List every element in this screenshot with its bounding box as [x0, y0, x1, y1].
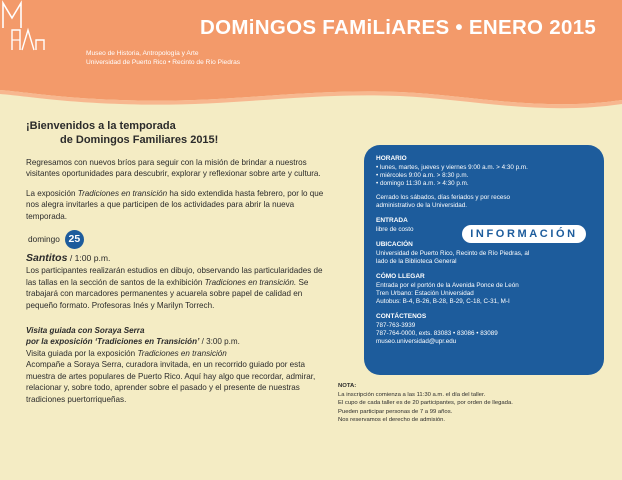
nota-section	[338, 382, 513, 425]
header-banner	[0, 0, 622, 110]
guided-tour-heading: Visita guiada con Soraya Serra	[26, 326, 145, 336]
santitos-title: Santitos	[26, 252, 68, 265]
horario-closed: Cerrado los sábados, días feriados y por receso	[376, 194, 511, 201]
event-date	[28, 230, 326, 249]
left-column	[26, 120, 326, 405]
welcome-line-1: ¡Bienvenidos a la temporada	[26, 120, 176, 132]
horario-closed-2: administrativo de la Universidad.	[376, 202, 467, 209]
museum-line-2: Universidad de Puerto Rico • Recinto de Río Piedras	[86, 59, 241, 66]
santitos-text-pre: Los participantes realizarán estudios en dibujo, observando las particularidades de las tallas en la sección de santos de la exhibición	[26, 266, 323, 287]
contactenos-section	[376, 313, 566, 346]
entrada-text: libre de costo	[376, 226, 414, 233]
phone-extensions: 787-764-0000, exts. 83083 • 83086 • 83089	[376, 330, 498, 337]
guided-tour-time: / 3:00 p.m.	[199, 337, 240, 347]
santitos-text-em: Tradiciones en transición.	[204, 277, 297, 287]
guided-tour-line	[26, 348, 326, 359]
informacion-badge: INFORMACIÓN	[462, 225, 586, 243]
horario-heading: HORARIO	[376, 155, 407, 162]
email-address: museo.universidad@upr.edu	[376, 338, 457, 345]
intro-paragraph: Regresamos con nuevos bríos para seguir con la misión de brindar a nuestros visitantes oportunidades para descubrir, explorar y reflexionar sobre arte y cultura.	[26, 158, 321, 179]
ubicacion-heading: UBICACIÓN	[376, 241, 413, 248]
como-llegar-line: Autobus: B-4, B-26, B-28, B-29, C-18, C-31, M-I	[376, 298, 510, 305]
como-llegar-line: Entrada por el portón de la Avenida Ponce de León	[376, 282, 519, 289]
como-llegar-section	[376, 273, 566, 306]
guided-tour-line-pre: Visita guiada por la exposición	[26, 348, 138, 358]
nota-line: Nos reservamos el derecho de admisión.	[338, 417, 446, 424]
como-llegar-line: Tren Urbano: Estación Universidad	[376, 290, 474, 297]
horario-line: • domingo 11:30 a.m. > 4:30 p.m.	[376, 180, 469, 187]
museum-line-1: Museo de Historia, Antropología y Arte	[86, 50, 199, 57]
horario-line: • lunes, martes, jueves y viernes 9:00 a.m. > 4:30 p.m.	[376, 164, 528, 171]
ubicacion-line-1: Universidad de Puerto Rico, Recinto de Río Piedras, al	[376, 250, 530, 257]
welcome-heading	[26, 120, 326, 147]
ubicacion-section	[376, 241, 566, 266]
date-day-circle: 25	[65, 230, 84, 249]
guided-tour-heading-2: por la exposición ‘Tradiciones en Transición’	[26, 337, 200, 347]
ubicacion-line-2: lado de la Biblioteca General	[376, 258, 457, 265]
exhibit-title: Tradiciones en transición	[77, 188, 168, 198]
maha-logo	[0, 0, 46, 52]
contactenos-heading: CONTÁCTENOS	[376, 313, 427, 320]
guided-tour	[26, 325, 326, 405]
welcome-line-2: de Domingos Familiares 2015!	[60, 133, 219, 146]
exhibit-text-pre: La exposición	[26, 188, 78, 198]
como-llegar-heading: CÓMO LLEGAR	[376, 273, 425, 280]
guided-tour-line-em: Tradiciones en transición	[137, 348, 227, 358]
santitos-text-post: Se trabajará con marcadores permanentes y acuarela sobre papel de calidad en pequeño formato. Profesoras Inés y Marilyn Torrech.	[26, 277, 309, 310]
horario-line: • miércoles 9:00 a.m. > 8:30 p.m.	[376, 172, 469, 179]
museum-name	[86, 49, 240, 67]
entrada-heading: ENTRADA	[376, 217, 408, 224]
nota-line: La inscripción comienza a las 11:30 a.m. el día del taller.	[338, 391, 486, 398]
info-panel	[364, 145, 604, 375]
guided-tour-subheading	[26, 336, 326, 347]
santitos-description	[26, 265, 326, 311]
nota-heading: NOTA:	[338, 383, 357, 389]
date-label: domingo	[28, 233, 60, 244]
nota-line: Pueden participar personas de 7 a 99 años.	[338, 408, 453, 415]
exhibit-text-post: ha sido extendida hasta febrero, por lo que nos alegra invitarles a que participen de los actividades para abrir la nueva temporada.	[26, 188, 324, 221]
nota-line: El cupo de cada taller es de 20 participantes, por orden de llegada.	[338, 400, 513, 407]
exhibit-paragraph	[26, 188, 326, 222]
page-title: DOMiNGOS FAMiLiARES • ENERO 2015	[200, 16, 597, 39]
santitos-time: / 1:00 p.m.	[69, 253, 111, 264]
phone-number: 787-763-3939	[376, 322, 416, 329]
santitos-heading	[26, 253, 326, 264]
guided-tour-description: Acompañe a Soraya Serra, curadora invitada, en un recorrido guiado por esta muestra de artes populares de Puerto Rico. Aquí hay algo que recordar, admirar, relacionar y, sobre todo, aprender sobre el pasado y el presente de nuestras tradiciones puertorriqueñas.	[26, 360, 316, 404]
horario-section	[376, 155, 566, 210]
